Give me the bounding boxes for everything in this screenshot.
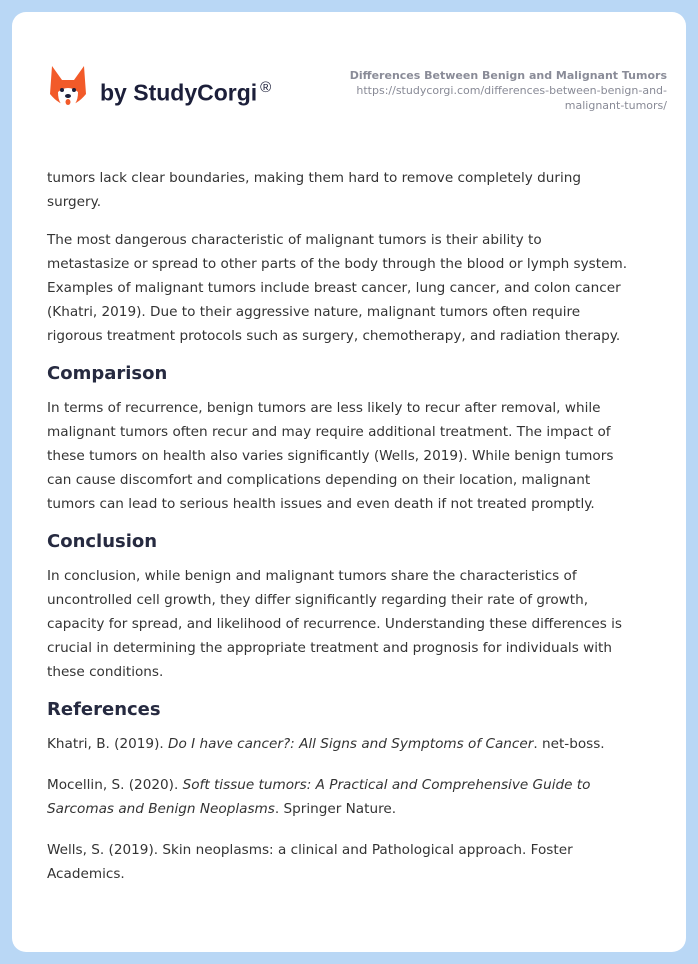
reference-item — [47, 732, 627, 756]
registered-mark: ® — [260, 79, 272, 97]
article-body — [47, 166, 627, 903]
section-heading: Conclusion — [47, 531, 158, 552]
reference-item — [47, 838, 627, 886]
paragraph: tumors lack clear boundaries, making them hard to remove completely during surgery. — [47, 170, 582, 210]
ref-title: Soft tissue tumors: A Practical and Comprehensive Guide to Sarcomas and Benign Neoplasms — [47, 777, 591, 817]
section-heading: References — [47, 699, 161, 720]
paragraph: In terms of recurrence, benign tumors are less likely to recur after removal, while malignant tumors often recur and may require additional treatment. The impact of these tumors on health also varies significantly (Wells, 2019). While benign tumors can cause discomfort and complications depending on their location, malignant tumors can lead to serious health issues and even death if not treated promptly. — [47, 400, 614, 512]
doc-title: Differences Between Benign and Malignant Tumors — [349, 69, 667, 82]
reference-item — [47, 773, 627, 821]
ref-publisher: . net-boss. — [533, 736, 605, 752]
doc-url[interactable]: https://studycorgi.com/differences-between-benign-and-malignant-tumors/ — [356, 84, 667, 112]
ref-text: Wells, S. (2019). Skin neoplasms: a clinical and Pathological approach. Foster Academics. — [47, 842, 573, 882]
ref-title: Do I have cancer?: All Signs and Symptoms of Cancer — [168, 736, 534, 752]
studycorgi-logo[interactable] — [48, 64, 271, 112]
doc-header — [337, 68, 667, 113]
ref-author: Mocellin, S. (2020). — [47, 777, 183, 793]
brand-text: by StudyCorgi — [100, 79, 258, 106]
ref-publisher: . Springer Nature. — [274, 801, 397, 817]
ref-author: Khatri, B. (2019). — [47, 736, 169, 752]
section-heading: Comparison — [47, 363, 168, 384]
paragraph: In conclusion, while benign and malignant tumors share the characteristics of uncontrolled cell growth, they differ significantly regarding their rate of growth, capacity for spread, and likelihood of recurrence. Understanding these differences is crucial in determining the appropriate treatment and prognosis for individuals with these conditions. — [47, 568, 622, 680]
brand-name — [100, 79, 271, 107]
corgi-icon — [48, 64, 88, 112]
paragraph: The most dangerous characteristic of malignant tumors is their ability to metastasize or spread to other parts of the body through the blood or lymph system. Examples of malignant tumors include breast cancer, lung cancer, and colon cancer (Khatri, 2019). Due to their aggressive nature, malignant tumors often require rigorous treatment protocols such as surgery, chemotherapy, and radiation therapy. — [47, 232, 628, 344]
